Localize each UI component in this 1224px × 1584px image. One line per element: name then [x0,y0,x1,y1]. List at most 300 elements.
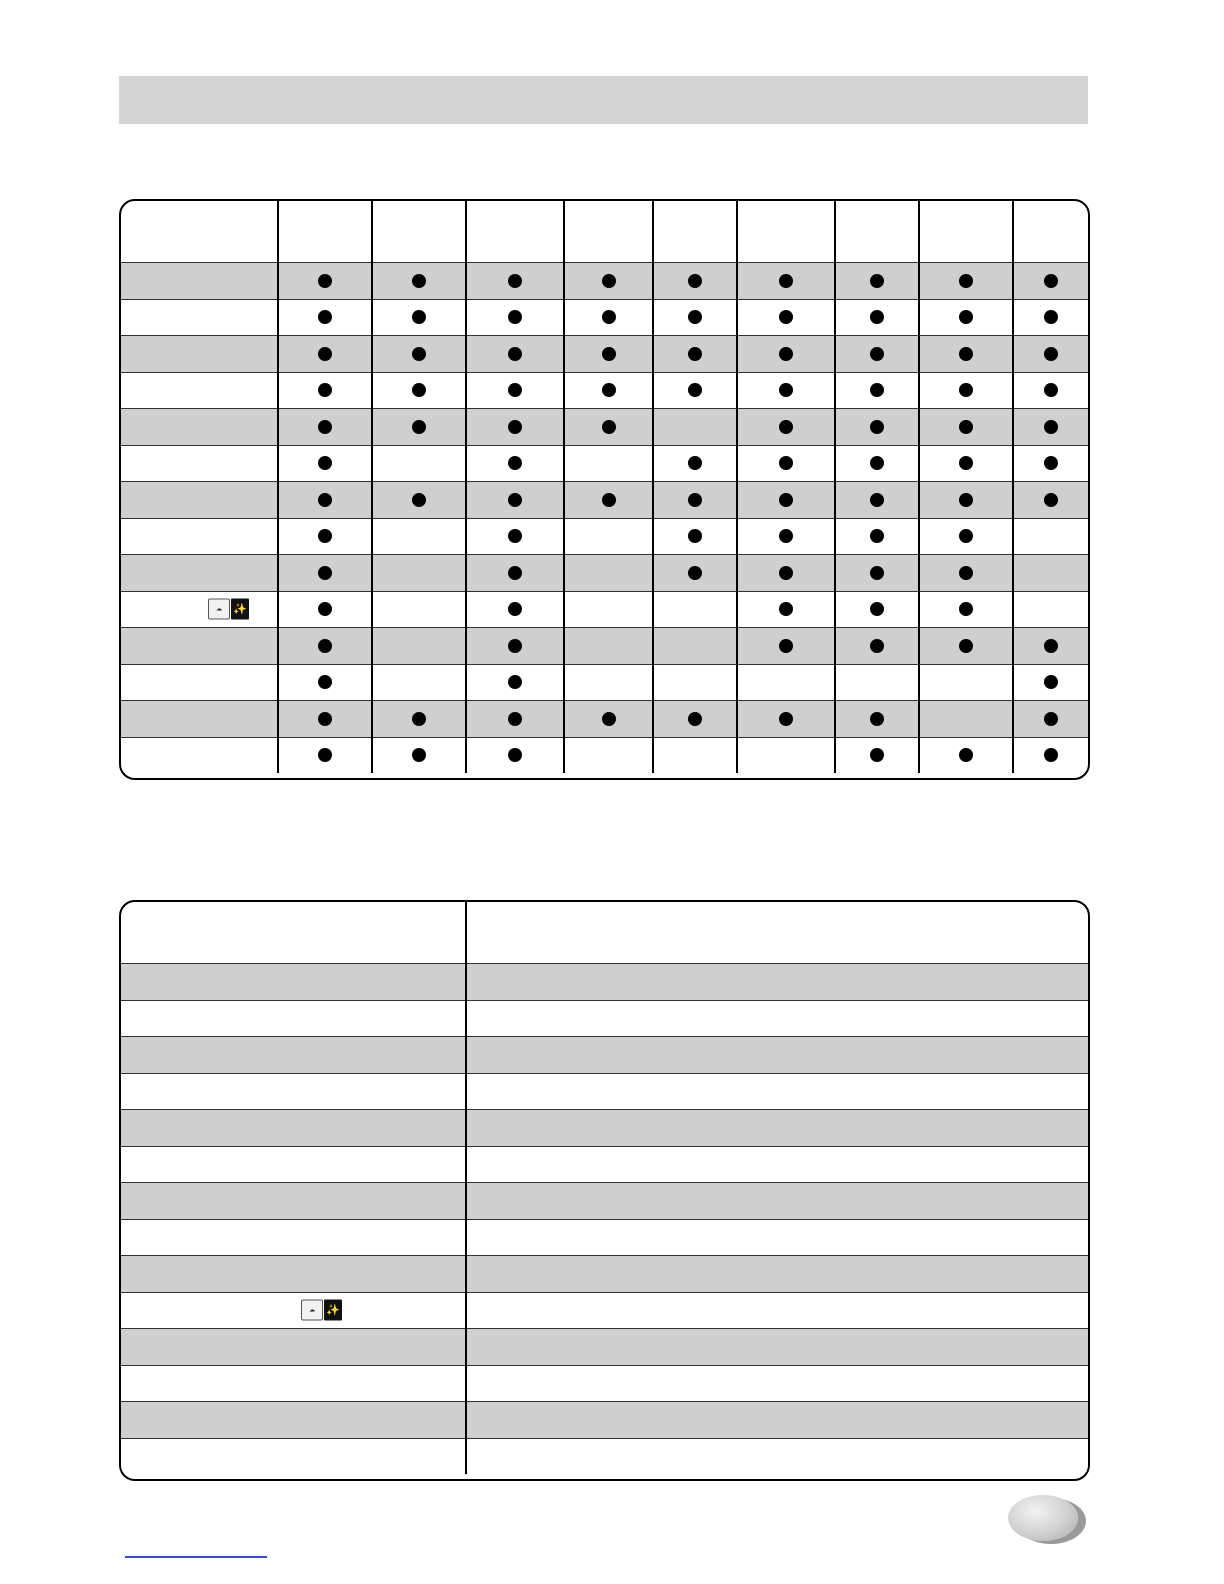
option-cell [835,445,919,482]
program-name-cell [121,1183,466,1220]
option-cell [737,482,835,519]
option-cell [835,372,919,409]
available-dot-icon [412,712,426,726]
available-dot-icon [1044,383,1058,397]
description-row [121,1329,1088,1366]
option-cell [1013,445,1088,482]
option-cell [737,628,835,665]
program-name-cell [121,482,278,519]
option-cell [278,263,372,300]
matrix-row [121,263,1088,300]
available-dot-icon [688,347,702,361]
option-cell [564,263,653,300]
available-dot-icon [1044,347,1058,361]
available-dot-icon [1044,675,1058,689]
description-row [121,1073,1088,1110]
available-dot-icon [959,493,973,507]
available-dot-icon [779,639,793,653]
option-cell [1013,518,1088,555]
available-dot-icon [779,420,793,434]
option-cell [1013,737,1088,773]
available-dot-icon [959,748,973,762]
option-cell [564,701,653,738]
option-cell [1013,409,1088,446]
option-cell [653,372,737,409]
option-cell [919,628,1013,665]
option-cell [835,299,919,336]
option-cell [564,409,653,446]
matrix-header-col [466,201,564,263]
matrix-row [121,336,1088,373]
available-dot-icon [318,566,332,580]
program-name-cell [121,1037,466,1074]
matrix-row [121,664,1088,701]
option-cell [835,555,919,592]
option-cell [564,591,653,628]
available-dot-icon [688,456,702,470]
available-dot-icon [318,347,332,361]
available-dot-icon [508,274,522,288]
option-cell [1013,336,1088,373]
option-cell [653,591,737,628]
option-cell [564,518,653,555]
option-cell [466,299,564,336]
available-dot-icon [779,456,793,470]
option-cell [1013,664,1088,701]
option-cell [372,299,466,336]
option-cell [466,445,564,482]
matrix-row [121,591,1088,628]
program-description-cell [466,1000,1088,1037]
option-cell [919,263,1013,300]
available-dot-icon [870,602,884,616]
matrix-header-col [372,201,466,263]
available-dot-icon [779,493,793,507]
available-dot-icon [602,274,616,288]
steam-kids-badge-icon [301,1300,342,1321]
option-cell [835,628,919,665]
option-cell [564,372,653,409]
option-cell [466,518,564,555]
program-name-cell [121,737,278,773]
available-dot-icon [602,383,616,397]
description-row [121,1438,1088,1474]
option-cell [653,409,737,446]
option-cell [835,409,919,446]
available-dot-icon [688,529,702,543]
option-cell [1013,628,1088,665]
option-cell [278,664,372,701]
option-cell [737,737,835,773]
program-name-cell [121,555,278,592]
option-cell [919,409,1013,446]
available-dot-icon [959,566,973,580]
program-name-cell [121,445,278,482]
option-cell [653,701,737,738]
option-cell [1013,263,1088,300]
program-description-table [119,900,1090,1481]
available-dot-icon [870,383,884,397]
available-dot-icon [318,420,332,434]
option-cell [278,701,372,738]
option-cell [278,445,372,482]
program-name-cell [121,1000,466,1037]
description-row [121,1037,1088,1074]
option-cell [564,482,653,519]
description-row [121,1146,1088,1183]
option-cell [466,664,564,701]
available-dot-icon [870,420,884,434]
available-dot-icon [959,383,973,397]
option-cell [919,336,1013,373]
available-dot-icon [688,712,702,726]
option-cell [653,555,737,592]
program-name-cell [121,1292,466,1329]
option-cell [1013,591,1088,628]
option-cell [278,372,372,409]
available-dot-icon [1044,456,1058,470]
available-dot-icon [318,493,332,507]
option-cell [1013,482,1088,519]
available-dot-icon [412,420,426,434]
program-name-cell [121,1438,466,1474]
available-dot-icon [602,347,616,361]
program-name-cell [121,591,278,628]
option-cell [1013,701,1088,738]
option-cell [278,737,372,773]
option-cell [835,518,919,555]
matrix-row [121,737,1088,773]
program-name-cell [121,1073,466,1110]
option-cell [835,263,919,300]
option-cell [737,409,835,446]
option-cell [466,701,564,738]
matrix-row [121,482,1088,519]
option-cell [372,372,466,409]
page-number-tab [1008,1495,1078,1541]
available-dot-icon [779,602,793,616]
program-name-cell [121,701,278,738]
option-cell [737,518,835,555]
available-dot-icon [508,347,522,361]
option-cell [919,518,1013,555]
option-cell [653,445,737,482]
program-name-cell [121,664,278,701]
option-cell [737,591,835,628]
program-description-cell [466,1073,1088,1110]
available-dot-icon [688,310,702,324]
available-dot-icon [1044,639,1058,653]
matrix-header-col [835,201,919,263]
option-cell [278,409,372,446]
available-dot-icon [870,712,884,726]
option-cell [564,299,653,336]
available-dot-icon [688,274,702,288]
available-dot-icon [870,639,884,653]
available-dot-icon [412,748,426,762]
available-dot-icon [508,566,522,580]
option-cell [919,737,1013,773]
option-cell [466,737,564,773]
option-cell [653,263,737,300]
option-cell [737,701,835,738]
kids-icon: ✨ [231,599,249,620]
available-dot-icon [508,675,522,689]
option-cell [737,263,835,300]
available-dot-icon [779,347,793,361]
option-cell [372,555,466,592]
available-dot-icon [779,566,793,580]
available-dot-icon [870,347,884,361]
matrix-row [121,299,1088,336]
description-row [121,1183,1088,1220]
available-dot-icon [602,712,616,726]
program-description-cell [466,1402,1088,1439]
matrix-header-col [564,201,653,263]
option-cell [466,409,564,446]
available-dot-icon [412,274,426,288]
program-name-cell [121,372,278,409]
option-cell [466,555,564,592]
description-header-program [121,902,466,964]
option-cell [1013,299,1088,336]
program-option-matrix [119,199,1090,780]
matrix-row [121,628,1088,665]
available-dot-icon [508,493,522,507]
option-cell [653,664,737,701]
option-cell [835,591,919,628]
steam-cloud-icon: ☁ [301,1300,323,1321]
steam-kids-badge-icon [208,599,249,620]
option-cell [737,445,835,482]
option-cell [919,591,1013,628]
option-cell [564,737,653,773]
description-table [121,902,1088,1474]
option-cell [835,701,919,738]
matrix-header-col [653,201,737,263]
program-name-cell [121,409,278,446]
option-cell [372,737,466,773]
option-cell [919,555,1013,592]
available-dot-icon [508,456,522,470]
option-cell [919,299,1013,336]
available-dot-icon [959,310,973,324]
option-cell [278,518,372,555]
option-cell [466,591,564,628]
available-dot-icon [318,383,332,397]
program-description-cell [466,1329,1088,1366]
available-dot-icon [318,639,332,653]
option-cell [653,737,737,773]
option-cell [372,409,466,446]
option-cell [466,482,564,519]
option-cell [564,336,653,373]
matrix-row [121,372,1088,409]
program-name-cell [121,336,278,373]
matrix-row [121,409,1088,446]
option-cell [372,336,466,373]
available-dot-icon [779,383,793,397]
available-dot-icon [688,383,702,397]
program-name-cell [121,1110,466,1147]
available-dot-icon [959,529,973,543]
available-dot-icon [959,602,973,616]
available-dot-icon [318,456,332,470]
option-cell [278,591,372,628]
matrix-header-col [278,201,372,263]
available-dot-icon [959,274,973,288]
description-row [121,1365,1088,1402]
program-description-cell [466,1292,1088,1329]
program-description-cell [466,1183,1088,1220]
available-dot-icon [412,347,426,361]
available-dot-icon [959,639,973,653]
option-cell [835,737,919,773]
available-dot-icon [318,529,332,543]
matrix-header-col [919,201,1013,263]
available-dot-icon [779,310,793,324]
description-row [121,1256,1088,1293]
option-cell [1013,372,1088,409]
program-name-cell [121,299,278,336]
program-name-cell [121,263,278,300]
available-dot-icon [959,347,973,361]
option-cell [466,372,564,409]
option-cell [737,299,835,336]
program-description-cell [466,1219,1088,1256]
option-cell [278,299,372,336]
available-dot-icon [688,493,702,507]
matrix-header-row [121,201,1088,263]
option-cell [919,664,1013,701]
option-cell [564,664,653,701]
available-dot-icon [508,602,522,616]
available-dot-icon [318,310,332,324]
option-cell [564,445,653,482]
available-dot-icon [870,748,884,762]
available-dot-icon [508,383,522,397]
program-description-cell [466,1256,1088,1293]
option-cell [919,372,1013,409]
option-cell [653,336,737,373]
section-header-bar [119,76,1088,124]
available-dot-icon [508,712,522,726]
option-cell [372,664,466,701]
description-row [121,1219,1088,1256]
program-description-cell [466,1146,1088,1183]
available-dot-icon [602,420,616,434]
program-description-cell [466,964,1088,1001]
available-dot-icon [779,712,793,726]
option-cell [1013,555,1088,592]
matrix-table [121,201,1088,773]
program-name-cell [121,628,278,665]
available-dot-icon [688,566,702,580]
available-dot-icon [1044,310,1058,324]
program-name-cell [121,1402,466,1439]
available-dot-icon [318,274,332,288]
available-dot-icon [959,456,973,470]
available-dot-icon [318,675,332,689]
available-dot-icon [508,639,522,653]
program-name-cell [121,518,278,555]
option-cell [835,336,919,373]
program-name-cell [121,1219,466,1256]
steam-cloud-icon: ☁ [208,599,230,620]
description-header-row [121,902,1088,964]
available-dot-icon [602,310,616,324]
program-description-cell [466,1110,1088,1147]
available-dot-icon [508,748,522,762]
available-dot-icon [779,274,793,288]
option-cell [564,555,653,592]
description-row [121,1402,1088,1439]
kids-icon: ✨ [324,1300,342,1321]
option-cell [653,482,737,519]
program-name-cell [121,964,466,1001]
option-cell [737,372,835,409]
matrix-row [121,701,1088,738]
available-dot-icon [1044,274,1058,288]
available-dot-icon [870,566,884,580]
available-dot-icon [508,529,522,543]
option-cell [653,628,737,665]
available-dot-icon [870,529,884,543]
option-cell [919,445,1013,482]
option-cell [372,591,466,628]
available-dot-icon [508,310,522,324]
program-name-cell [121,1256,466,1293]
available-dot-icon [412,493,426,507]
option-cell [835,664,919,701]
option-cell [737,555,835,592]
option-cell [737,664,835,701]
option-cell [466,628,564,665]
available-dot-icon [412,383,426,397]
option-cell [466,336,564,373]
option-cell [278,482,372,519]
available-dot-icon [870,274,884,288]
available-dot-icon [1044,748,1058,762]
matrix-row [121,445,1088,482]
available-dot-icon [508,420,522,434]
matrix-row [121,518,1088,555]
option-cell [372,518,466,555]
option-cell [466,263,564,300]
matrix-header-col [1013,201,1088,263]
available-dot-icon [779,529,793,543]
available-dot-icon [602,493,616,507]
matrix-header-col [737,201,835,263]
option-cell [919,482,1013,519]
description-row [121,964,1088,1001]
available-dot-icon [870,310,884,324]
footer-link-underline [125,1556,267,1558]
option-cell [653,299,737,336]
available-dot-icon [1044,493,1058,507]
matrix-header-corner [121,201,278,263]
option-cell [835,482,919,519]
option-cell [372,445,466,482]
option-cell [372,701,466,738]
matrix-row [121,555,1088,592]
available-dot-icon [1044,712,1058,726]
option-cell [919,701,1013,738]
program-name-cell [121,1365,466,1402]
available-dot-icon [412,310,426,324]
option-cell [278,336,372,373]
program-description-cell [466,1438,1088,1474]
